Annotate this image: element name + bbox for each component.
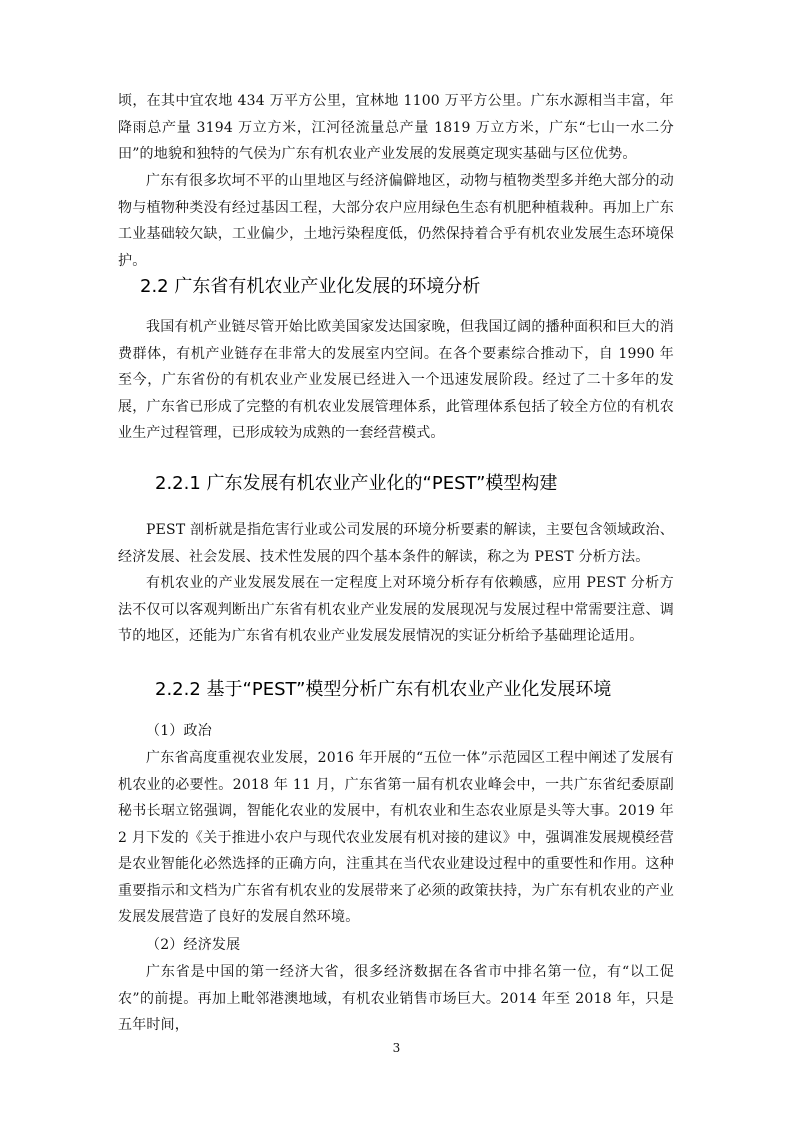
paragraph-land-water: 顷，在其中宜农地 434 万平方公里，宜林地 1100 万平方公里。广东水源相当丰富，年降雨总产量 3194 万立方米，江河径流量总产量 1819 万立方米，广东“七山一水二分田”的地貌和独特的气侯为广东有机农业产业发展的发展奠定现实基础与区位优势。: [118, 93, 674, 162]
section-heading-2-2: 2.2 广东省有机农业产业化发展的环境分析: [140, 276, 481, 297]
section-heading-2-2-1: 2.2.1 广东发展有机农业产业化的“PEST”模型构建: [155, 473, 558, 494]
paragraph-pest-definition: PEST 剖析就是指危害行业或公司发展的环境分析要素的解读，主要包含领域政治、经济发展、社会发展、技术性发展的四个基本条件的解读，称之为 PEST 分析方法。: [118, 522, 674, 565]
paragraph-politics: 广东省高度重视农业发展，2016 年开展的“五位一体”示范园区工程中阐述了发展有机农业的必要性。2018 年 11 月，广东省第一届有机农业峰会中，一共广东省纪委原副秘书长琚立铭强调，智能化农业的发展中，有机农业和生态农业原是头等大事。2019 年 2 月下发的《关于推进小农户与现代农业发展有机对接的建议》中，强调准发展规模经营是农业智能化必然选择的正确方向，注重其在当代农业建设过程中的重要性和作用。这种重要指示和文档为广东省有机农业的发展带来了必须的政策扶持，为广东有机农业的产业发展发展营造了良好的发展自然环境。: [118, 750, 674, 925]
paragraph-pest-application: 有机农业的产业发展发展在一定程度上对环境分析存有依赖感，应用 PEST 分析方法不仅可以客观判断出广东省有机农业产业发展的发展现况与发展过程中常需要注意、调节的地区，还能为广东省有机农业产业发展发展情况的实证分析给予基础理论适用。: [118, 575, 674, 644]
section-heading-2-2-2: 2.2.2 基于“PEST”模型分析广东有机农业产业化发展环境: [155, 679, 612, 700]
subheading-politics: （1）政冶: [146, 723, 212, 739]
page-number: 3: [392, 1041, 401, 1055]
paragraph-economy: 广东省是中国的第一经济大省，很多经济数据在各省市中排名第一位，有“以工促农”的前提。再加上毗邻港澳地域，有机农业销售市场巨大。2014 年至 2018 年，只是五年时间，: [118, 964, 674, 1033]
paragraph-ecology: 广东有很多坎坷不平的山里地区与经济偏僻地区，动物与植物类型多并绝大部分的动物与植物种类没有经过基因工程，大部分农户应用绿色生态有机肥种植栽种。再加上广东工业基础较欠缺，工业偏少，土地污染程度低，仍然保持着合乎有机农业发展生态环境保护。: [118, 173, 674, 269]
paragraph-industry-chain: 我国有机产业链尽管开始比欧美国家发达国家晚，但我国辽阔的播种面积和巨大的消费群体，有机产业链存在非常大的发展室内空间。在各个要素综合推动下，自 1990 年至今，广东省份的有机农业产业发展已经进入一个迅速发展阶段。经过了二十多年的发展，广东省已形成了完整的有机农业发展管理体系，此管理体系包括了较全方位的有机农业生产过程管理，已形成较为成熟的一套经营模式。: [118, 319, 674, 441]
subheading-economy: （2）经济发展: [146, 937, 241, 953]
